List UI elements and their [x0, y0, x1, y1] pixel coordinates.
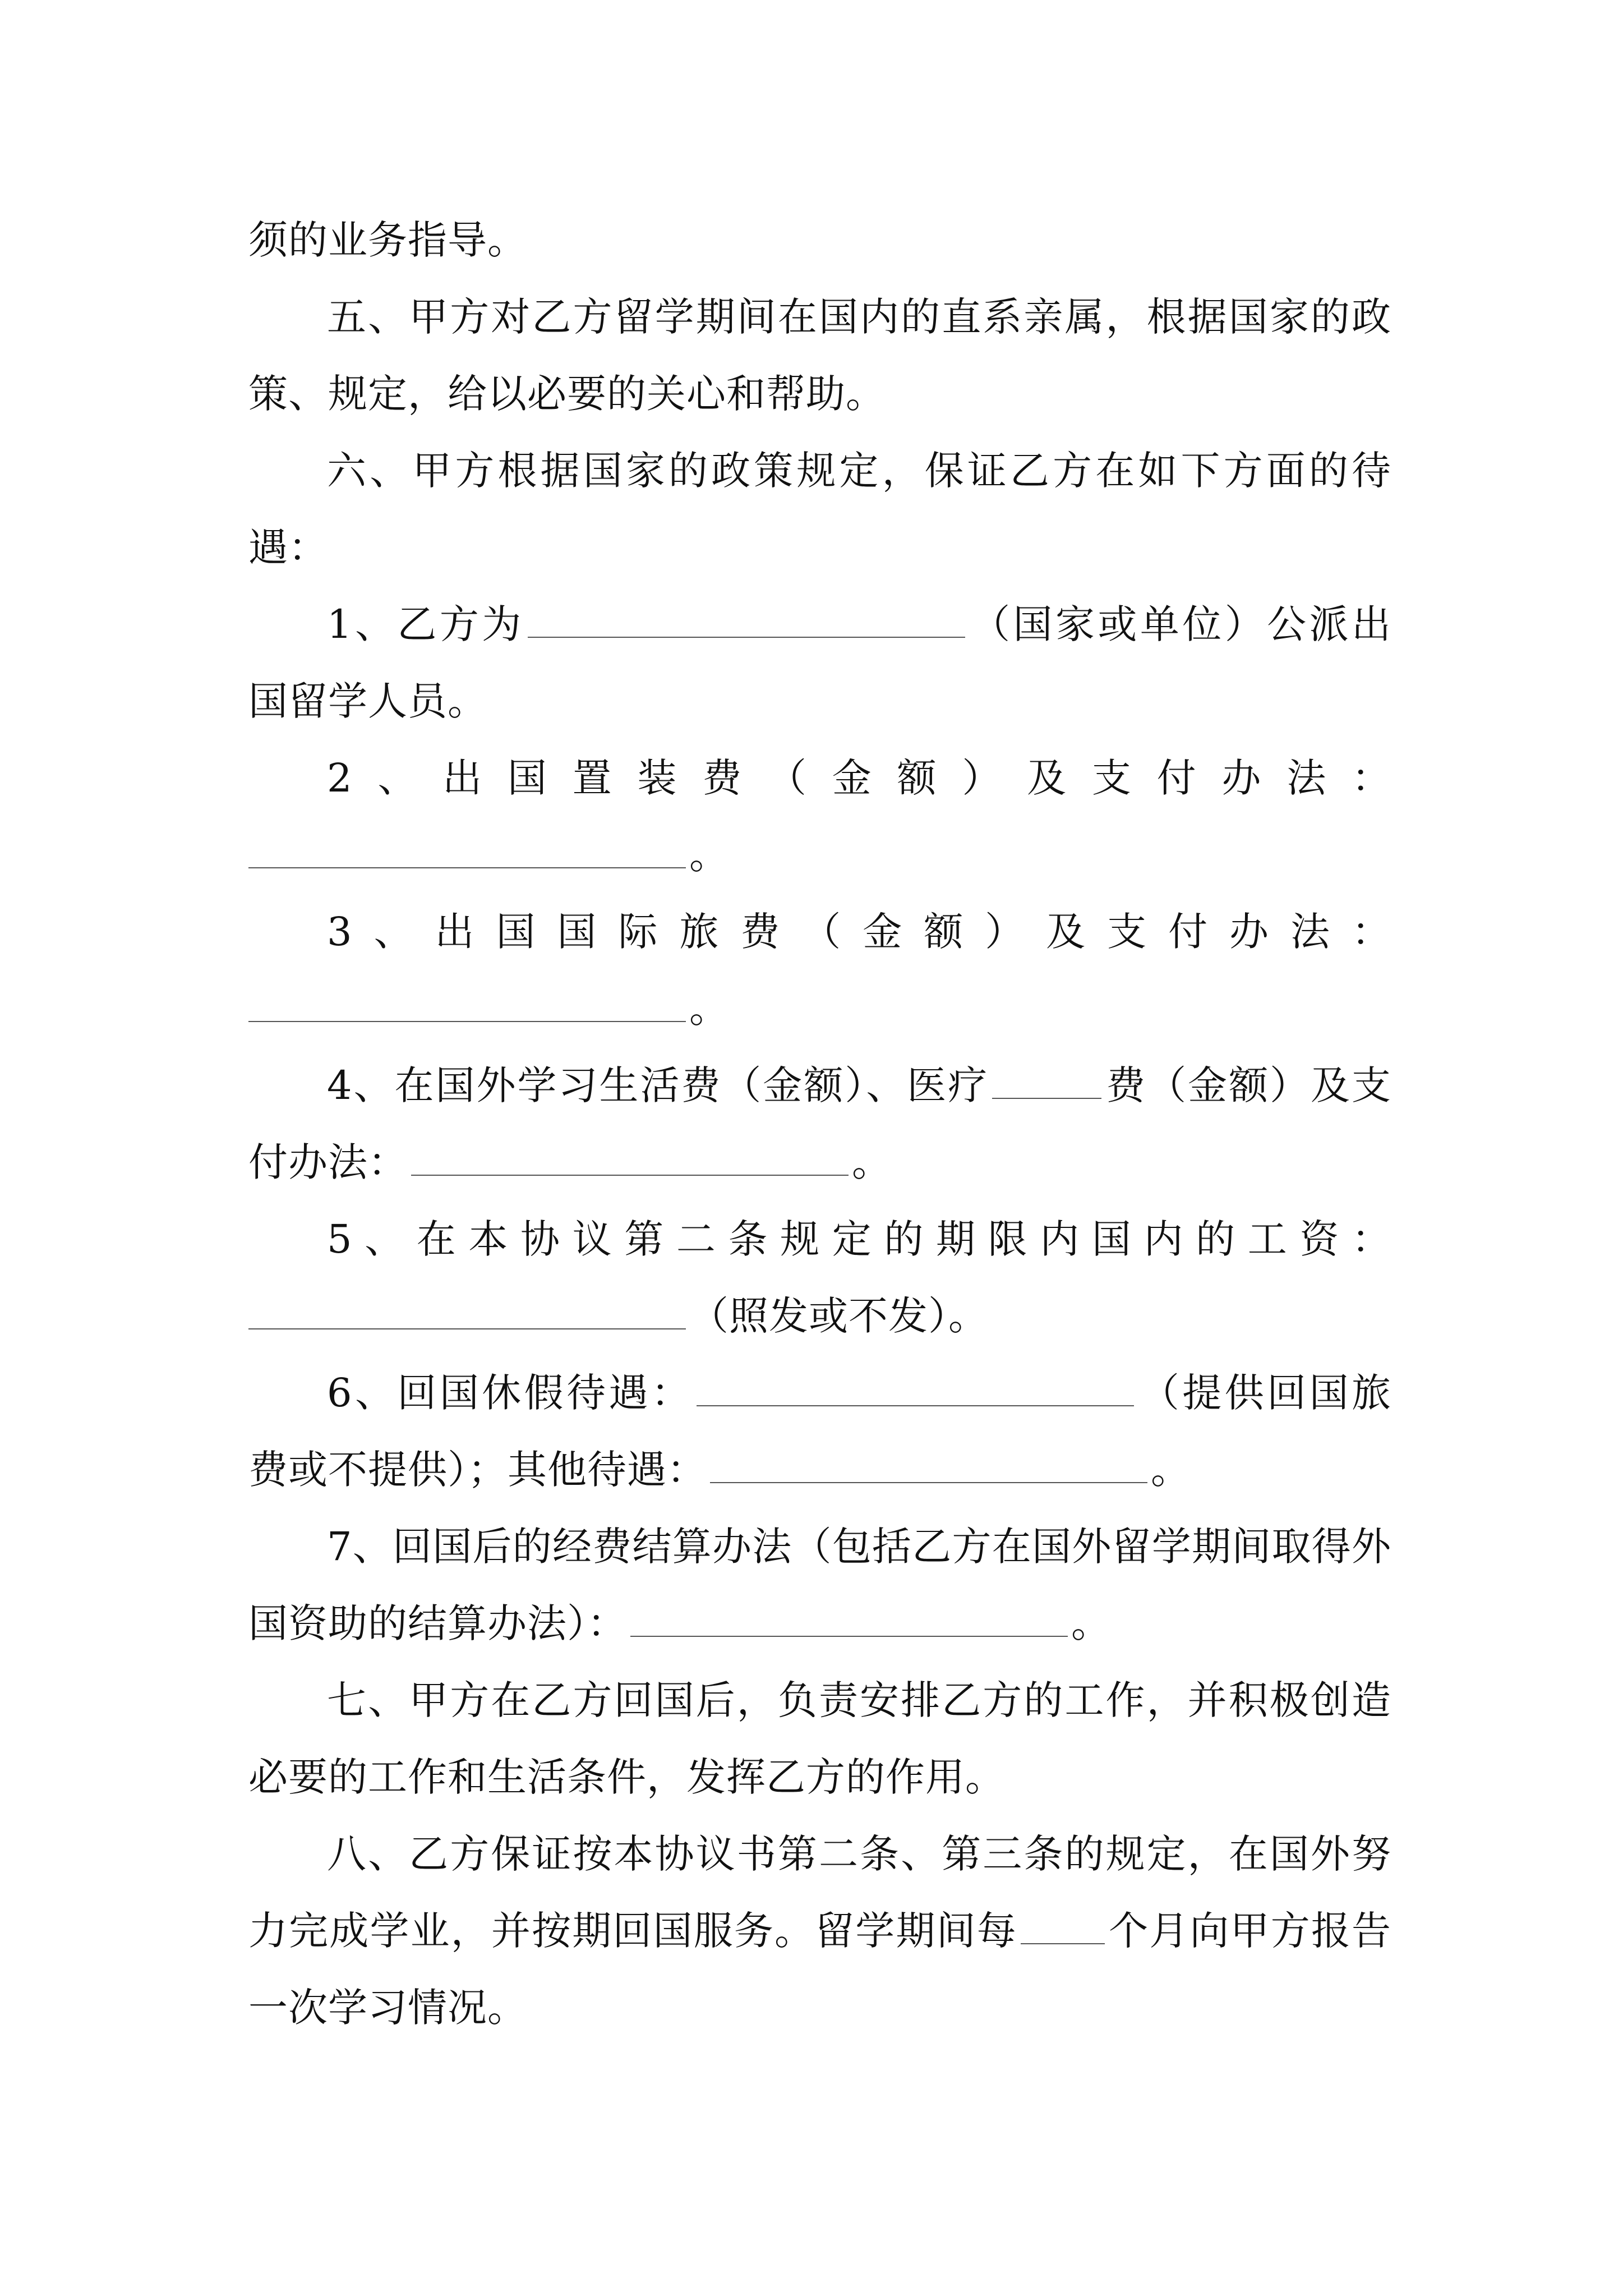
paragraph-text: 八、乙方保证按本协议书第二条、第三条的规定，在国外努力完成学业，并按期回国服务。留学期间每 — [248, 1831, 1391, 1954]
paragraph-text: 七、甲方在乙方回国后，负责安排乙方的工作，并积极创造必要的工作和生活条件，发挥乙方的作用。 — [248, 1677, 1391, 1800]
item-2-continuation — [248, 817, 1391, 894]
fill-blank-country-or-unit[interactable] — [528, 603, 965, 638]
fill-blank-settlement[interactable] — [630, 1602, 1068, 1637]
item-3 — [248, 894, 1391, 970]
fill-blank-outfit-fee[interactable] — [248, 834, 686, 868]
paragraph-text: 六、甲方根据国家的政策规定，保证乙方在如下方面的待遇： — [248, 448, 1391, 570]
clause-seven — [248, 1662, 1391, 1816]
item-5-continuation — [248, 1278, 1391, 1355]
item-text: 。 — [1151, 1447, 1191, 1493]
item-text: 4、在国外学习生活费（金额）、医疗 — [327, 1062, 989, 1108]
paragraph-text: 个月向甲方报告一次学习情况。 — [248, 1908, 1391, 2031]
item-text: 3、出国国际旅费（金额）及支付办法： — [327, 909, 1391, 955]
item-4 — [248, 1047, 1391, 1201]
item-text: 费（金额）及支付办法： — [248, 1062, 1391, 1185]
clause-six — [248, 432, 1391, 586]
fill-blank-home-leave[interactable] — [697, 1372, 1134, 1406]
document-page — [248, 202, 1391, 2046]
fill-blank-other-benefits[interactable] — [710, 1448, 1147, 1483]
item-text: 1、乙方为 — [327, 601, 524, 647]
paragraph-text: 须的业务指导。 — [248, 217, 527, 263]
item-text: （提供回国旅费或不提供）；其他待遇： — [248, 1370, 1392, 1493]
item-text: 6、回国休假待遇： — [327, 1370, 694, 1416]
item-text: 2、出国置装费（金额）及支付办法： — [327, 755, 1391, 801]
item-text: （国家或单位）公派出国留学人员。 — [248, 601, 1391, 724]
item-3-continuation — [248, 970, 1391, 1047]
clause-eight — [248, 1816, 1391, 2046]
item-2 — [248, 740, 1391, 817]
item-text: 。 — [689, 986, 729, 1032]
item-text: （照发或不发）。 — [689, 1293, 988, 1339]
fill-blank-salary[interactable] — [248, 1295, 686, 1329]
clause-five — [248, 279, 1391, 432]
fill-blank-payment-method[interactable] — [411, 1141, 849, 1176]
item-text: 5、在本协议第二条规定的期限内国内的工资： — [327, 1216, 1391, 1262]
paragraph-text: 五、甲方对乙方留学期间在国内的直系亲属，根据国家的政策、规定，给以必要的关心和帮助。 — [248, 294, 1391, 417]
item-text: 。 — [852, 1139, 892, 1185]
paragraph-continuation — [248, 202, 1391, 279]
item-text: 7、回国后的经费结算办法（包括乙方在国外留学期间取得外国资助的结算办法）： — [248, 1524, 1391, 1646]
fill-blank-months[interactable] — [1021, 1910, 1105, 1944]
item-1 — [248, 586, 1391, 740]
item-7 — [248, 1508, 1391, 1662]
item-6 — [248, 1355, 1391, 1508]
item-text: 。 — [1071, 1600, 1111, 1646]
item-5 — [248, 1201, 1391, 1278]
item-text: 。 — [689, 832, 729, 878]
fill-blank-travel-fee[interactable] — [248, 987, 686, 1022]
fill-blank-medical[interactable] — [992, 1064, 1101, 1099]
